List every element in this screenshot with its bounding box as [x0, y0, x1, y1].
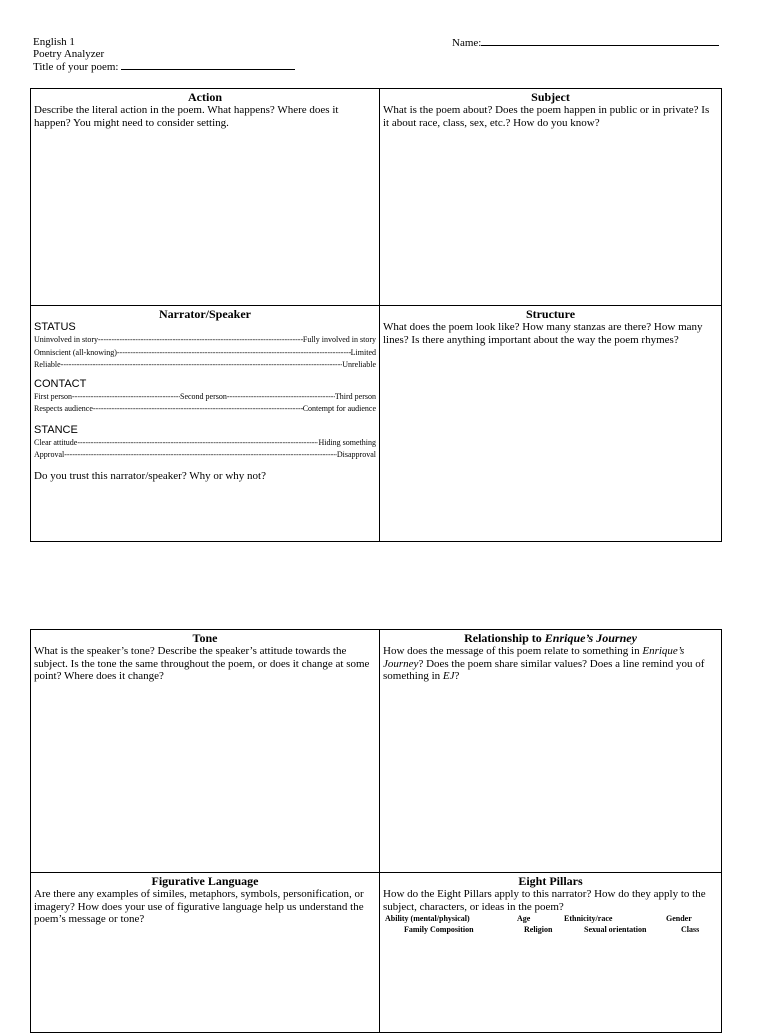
status-scale-knowledge: Omniscient (all-knowing) ----- Limited	[34, 347, 376, 360]
contact-label: CONTACT	[34, 377, 87, 390]
name-label: Name:	[452, 37, 482, 49]
contact-scale-audience: Respects audience ----- Contempt for audience	[34, 403, 376, 416]
structure-box[interactable]	[380, 306, 722, 542]
worksheet-header	[33, 36, 295, 73]
book-title: Enrique’s Journey	[544, 631, 637, 645]
tone-prompt: What is the speaker’s tone? Describe the speaker’s attitude towards the subject. Is the tone the same throughout the poem, or does it change at some point? Where does it change?	[34, 645, 370, 682]
pillar-item: Family Composition	[404, 925, 474, 934]
name-line	[452, 36, 719, 49]
pillar-item: Religion	[524, 925, 553, 934]
pillars-title: Eight Pillars	[518, 874, 583, 888]
subject-title: Subject	[531, 90, 570, 104]
narrator-question: Do you trust this narrator/speaker? Why or why not?	[34, 469, 266, 482]
course-name: English 1	[33, 36, 75, 48]
poem-title-line	[33, 60, 295, 73]
narrator-title: Narrator/Speaker	[159, 307, 251, 321]
pillar-item: Sexual orientation	[584, 925, 647, 934]
figurative-prompt: Are there any examples of similes, metaphors, symbols, personification, or imagery? How does your use of figurative language help us understand the poem’s message or tone?	[34, 888, 364, 925]
name-blank[interactable]	[481, 36, 719, 46]
relationship-prompt: How does the message of this poem relate to something in Enrique’s Journey? Does the poem share similar values? Does a line remind you of something in EJ?	[383, 645, 705, 682]
subject-prompt: What is the poem about? Does the poem happen in public or in private? Is it about race, class, sex, etc.? How do you know?	[383, 104, 710, 129]
analysis-grid-bottom	[30, 629, 722, 1033]
assignment-name: Poetry Analyzer	[33, 48, 105, 60]
status-scale-involvement: Uninvolved in story ----- Fully involved in story	[34, 334, 376, 347]
stance-label: STANCE	[34, 423, 78, 436]
pillar-item: Gender	[666, 914, 692, 923]
subject-box[interactable]	[380, 89, 722, 306]
poem-title-label: Title of your poem:	[33, 61, 119, 73]
poem-title-blank[interactable]	[121, 60, 295, 70]
figurative-title: Figurative Language	[151, 874, 259, 888]
pillar-item: Class	[681, 925, 700, 934]
pillars-box[interactable]	[380, 873, 722, 1033]
status-scale-reliability: Reliable ----- Unreliable	[34, 359, 376, 372]
pillar-item: Age	[517, 914, 531, 923]
contact-scale-person: First person ----- Second person ----- Third person	[34, 391, 376, 404]
structure-title: Structure	[525, 307, 576, 321]
figurative-box[interactable]	[31, 873, 380, 1033]
relationship-box[interactable]	[380, 630, 722, 873]
narrator-box[interactable]	[31, 306, 380, 542]
action-prompt: Describe the literal action in the poem. What happens? Where does it happen? You might need to consider setting.	[34, 104, 339, 129]
action-box[interactable]	[31, 89, 380, 306]
analysis-grid-top	[30, 88, 722, 542]
pillar-item: Ethnicity/race	[564, 914, 613, 923]
tone-title: Tone	[192, 631, 218, 645]
stance-scale-attitude: Clear attitude ----- Hiding something	[34, 437, 376, 450]
pillar-item: Ability (mental/physical)	[385, 914, 470, 923]
pillars-list	[383, 913, 718, 937]
action-title: Action	[188, 90, 222, 104]
status-label: STATUS	[34, 321, 76, 333]
pillars-prompt: How do the Eight Pillars apply to this narrator? How do they apply to the subject, characters, or ideas in the poem?	[383, 888, 706, 913]
relationship-title: Relationship to Enrique’s Journey	[464, 631, 637, 645]
stance-scale-approval: Approval ----- Disapproval	[34, 449, 376, 462]
structure-prompt: What does the poem look like? How many stanzas are there? How many lines? Is there anything important about the way the poem rhymes?	[383, 321, 703, 346]
tone-box[interactable]	[31, 630, 380, 873]
